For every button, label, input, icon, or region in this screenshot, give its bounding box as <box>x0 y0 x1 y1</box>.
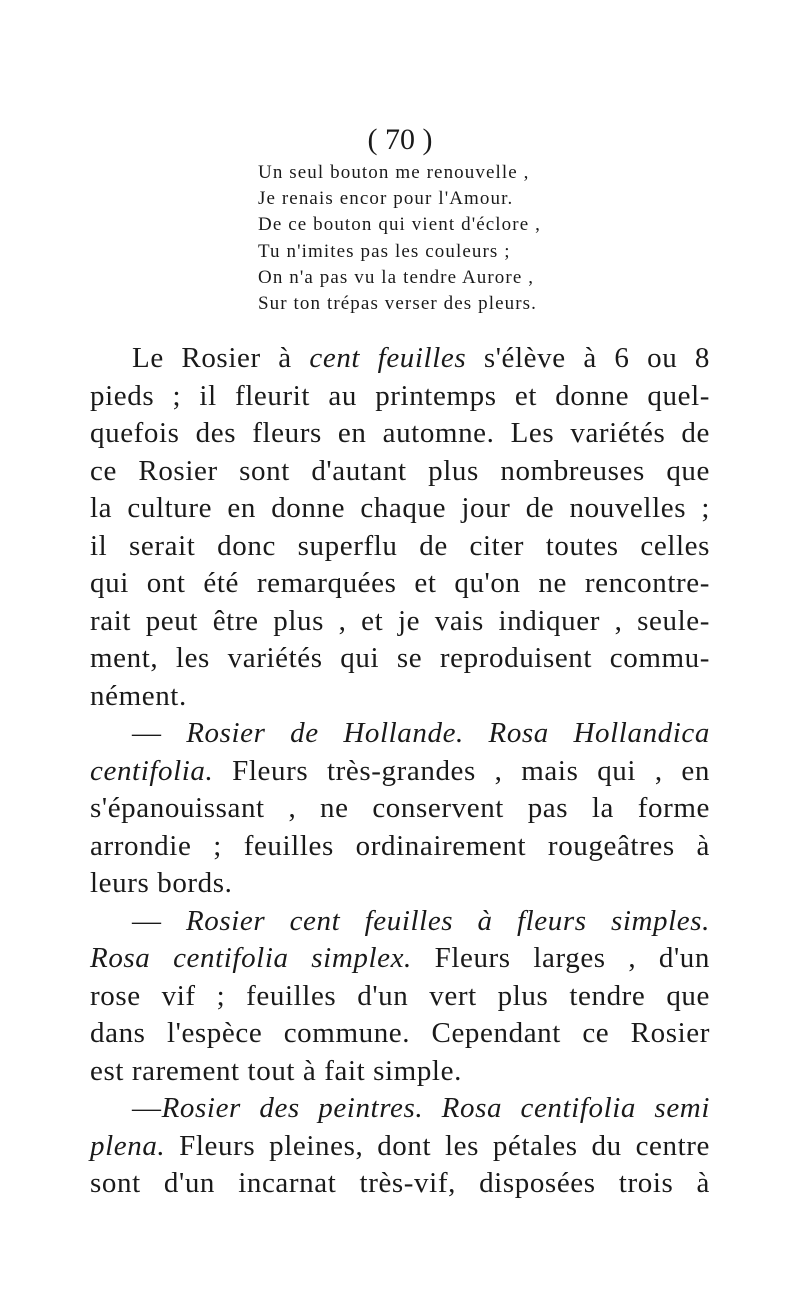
italic-term: cent feuilles <box>309 342 467 374</box>
paragraph-2-line <box>90 715 710 753</box>
poem-stanza <box>258 160 618 317</box>
paragraph-3-line: est rarement tout à fait simple. <box>90 1054 462 1087</box>
poem-line: Un seul bouton me renouvelle , <box>258 162 530 183</box>
italic-term: Rosa centifolia simplex. <box>90 942 412 974</box>
paragraph-4-line: sont d'un incarnat très-vif, disposées trois à <box>90 1167 710 1199</box>
paragraph-2-line: arrondie ; feuilles ordinairement rougeâtres à <box>90 829 710 862</box>
poem-line: On n'a pas vu la tendre Aurore , <box>258 266 535 288</box>
paragraph-2-line: leurs bords. <box>90 867 233 899</box>
italic-term: Rosier des peintres. Rosa centifolia semi <box>161 1092 710 1124</box>
paragraph-3-line <box>90 940 710 978</box>
paragraph-1-line: pieds ; il fleurit au printemps et donne quel- <box>90 379 710 412</box>
text-run: Fleurs très-grandes , mais qui , en <box>213 754 710 787</box>
paragraph-4-line <box>90 1090 710 1128</box>
poem-line: Sur ton trépas verser des pleurs. <box>258 293 538 315</box>
paragraph-4-line <box>90 1128 710 1166</box>
paragraph-1-line: la culture en donne chaque jour de nouvelles ; <box>90 492 710 524</box>
text-run: — <box>132 904 186 937</box>
poem-line: Je renais encor pour l'Amour. <box>258 188 514 210</box>
paragraph-1-line: rait peut être plus , et je vais indiquer , seule- <box>90 604 710 637</box>
page-number: ( 70 ) <box>367 123 433 156</box>
poem-line: Tu n'imites pas les couleurs ; <box>258 240 511 262</box>
text-run: Le Rosier à <box>132 342 310 374</box>
text-run: s'élève à 6 ou 8 <box>466 342 710 374</box>
paragraph-1-line: nément. <box>90 679 187 712</box>
prose-body <box>90 340 710 1203</box>
paragraph-1-line: il serait donc superflu de citer toutes celles <box>90 529 710 562</box>
italic-term: centifolia. <box>90 754 214 787</box>
italic-term: Rosier de Hollande. Rosa Hollandica <box>186 717 710 749</box>
paragraph-3-line: dans l'espèce commune. Cependant ce Rosier <box>90 1017 710 1049</box>
poem-line: De ce bouton qui vient d'éclore , <box>258 214 541 236</box>
paragraph-3-line <box>90 903 710 941</box>
paragraph-1-line <box>90 340 710 378</box>
text-run: — <box>132 1092 162 1124</box>
paragraph-1-line: ment, les variétés qui se reproduisent commu- <box>90 642 710 674</box>
text-run: Fleurs larges , d'un <box>411 942 711 974</box>
paragraph-1-line: ce Rosier sont d'autant plus nombreuses que <box>90 454 710 487</box>
paragraph-2-line: s'épanouissant , ne conservent pas la forme <box>90 792 710 824</box>
paragraph-1-line: quefois des fleurs en automne. Les variétés de <box>90 417 710 449</box>
text-run: Fleurs pleines, dont les pétales du centre <box>165 1129 710 1162</box>
paragraph-2-line <box>90 753 710 791</box>
paragraph-1-line: qui ont été remarquées et qu'on ne rencontre- <box>90 567 710 599</box>
paragraph-3-line: rose vif ; feuilles d'un vert plus tendre que <box>90 979 710 1012</box>
italic-term: Rosier cent feuilles à fleurs simples. <box>185 904 710 937</box>
italic-term: plena. <box>90 1129 166 1162</box>
text-run: — <box>132 717 187 749</box>
